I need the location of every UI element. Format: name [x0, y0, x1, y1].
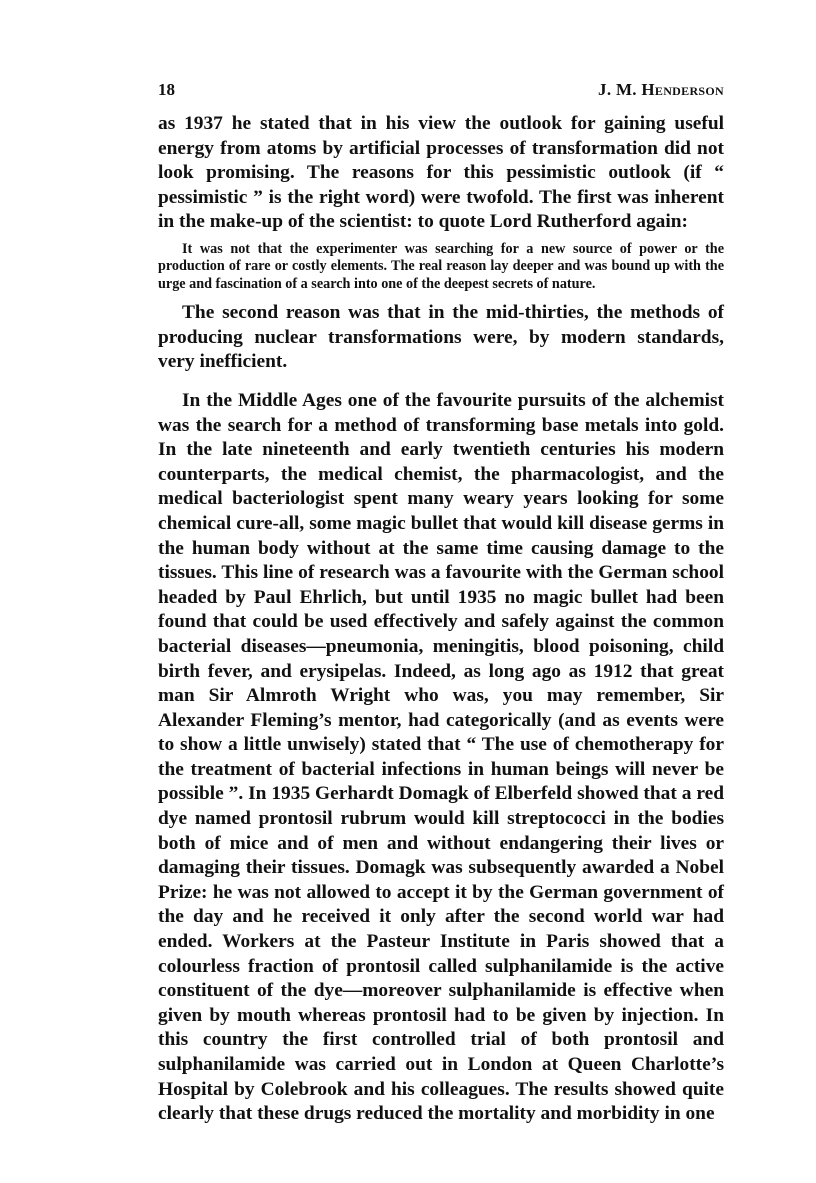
paragraph-second-reason: The second reason was that in the mid-thirties, the methods of producing nuclear transformations were, by modern standards, very inefficient.	[158, 302, 724, 373]
running-head-author: J. M. Henderson	[598, 80, 724, 99]
paragraph-chemotherapy: In the Middle Ages one of the favourite pursuits of the alchemist was the search for a method of transforming base metals into gold. In the late nineteenth and early twentieth centuries his modern counterparts, the medical chemist, the pharmacologist, and the medical bacteriologist spent many weary years looking for some chemical cure-all, some magic bullet that would kill disease germs in the human body without at the same time causing damage to the tissues. This line of research was a favourite with the German school headed by Paul Ehrlich, but until 1935 no magic bullet had been found that could be used effectively and safely against the common bacterial diseases—pneumonia, meningitis, blood poisoning, child birth fever, and erysipelas. Indeed, as long ago as 1912 that great man Sir Almroth Wright who was, you may remember, Sir Alexander Fleming’s mentor, had categorically (and as events were to show a little unwisely) stated that “ The use of chemotherapy for the treatment of bacterial infections in human beings will never be possible ”. In 1935 Gerhardt Domagk of Elberfeld showed that a red dye named prontosil rubrum would kill streptococci in the bodies both of mice and of men and without endangering their lives or damaging their tissues. Domagk was subsequently awarded a Nobel Prize: he was not allowed to accept it by the German government of the day and he received it only after the second world war had ended. Workers at the Pasteur Institute in Paris showed that a colourless fraction of prontosil called sulphanilamide is the active constituent of the dye—moreover sulphanilamide is effective when given by mouth whereas prontosil had to be given by injection. In this country the first controlled trial of both prontosil and sulphanilamide was carried out in London at Queen Charlotte’s Hospital by Colebrook and his colleagues. The results showed quite clearly that these drugs reduced the mortality and morbidity in one	[158, 389, 724, 1125]
running-header	[158, 80, 724, 106]
page-number: 18	[158, 80, 175, 99]
page-content	[158, 80, 724, 1127]
block-quote-rutherford: It was not that the experimenter was searching for a new source of power or the production of rare or costly elements. The real reason lay deeper and was bound up with the urge and fascination of a search into one of the deepest secrets of nature.	[158, 240, 724, 292]
paragraph-continued: as 1937 he stated that in his view the outlook for gaining useful energy from atoms by artificial processes of transformation did not look promising. The reasons for this pessimistic outlook (if “ pessimistic ” is the right word) were twofold. The first was inherent in the make-up of the scientist: to quote Lord Rutherford again:	[158, 113, 724, 233]
